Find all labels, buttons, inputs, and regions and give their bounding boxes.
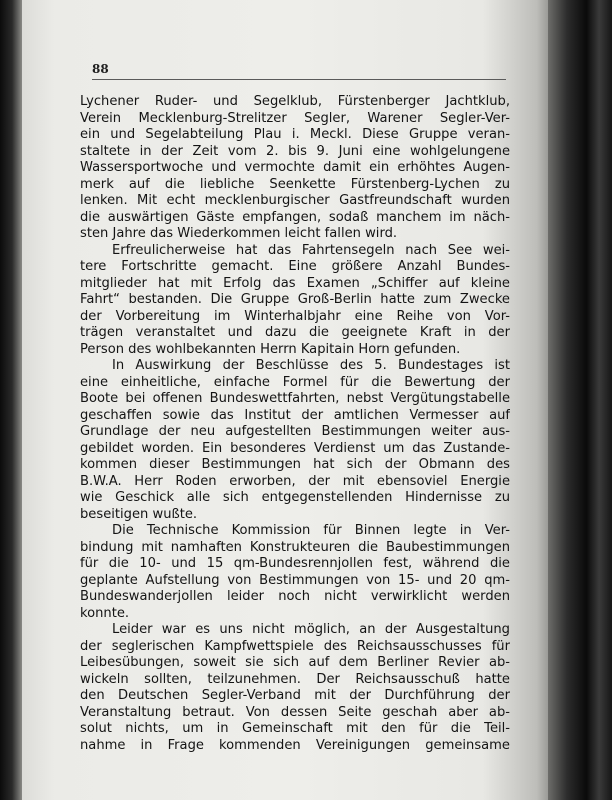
text-line: ein und Segelabteilung Plau i. Meckl. Diese Gruppe veran- [80, 127, 510, 142]
text-line: Boote bei offenen Bundeswettfahrten, nebst Vergütungstabelle [80, 391, 510, 406]
page-header [92, 62, 506, 80]
text-line: geschaffen sowie das Institut der amtlichen Vermesser auf [80, 407, 510, 423]
body-text [80, 94, 510, 754]
text-line: gebildet worden. Ein besonderes Verdienst um das Zustande- [80, 440, 510, 456]
page-number: 88 [92, 62, 109, 76]
text-line: Grundlage der neu aufgestellten Bestimmungen weiter aus- [80, 424, 510, 439]
text-line: Leider war es uns nicht möglich, an der Ausgestaltung [112, 622, 510, 637]
text-line: Veranstaltung betraut. Von dessen Seite geschah aber ab- [80, 704, 510, 720]
text-line: Leibesübungen, soweit sie sich auf dem Berliner Revier ab- [80, 655, 510, 670]
text-line: eine einheitliche, einfache Formel für die Bewertung der [80, 374, 510, 390]
text-line: wickeln sollten, teilzunehmen. Der Reichsausschuß hatte [80, 671, 510, 687]
text-line: lenken. Mit echt mecklenburgischer Gastfreundschaft wurden [80, 193, 510, 208]
text-line: Verein Mecklenburg-Strelitzer Segler, Warener Segler-Ver- [80, 110, 510, 126]
text-line: Fahrt“ bestanden. Die Gruppe Groß-Berlin hatte zum Zwecke [80, 292, 510, 307]
text-line: die auswärtigen Gäste empfangen, sodaß manchem im näch- [80, 209, 510, 225]
header-rule [92, 79, 506, 80]
text-line: Person des wohlbekannten Herrn Kapitain Horn gefunden. [80, 341, 461, 357]
text-line: geplante Aufstellung von Bestimmungen von 15- und 20 qm- [80, 572, 510, 588]
text-line: nahme in Frage kommenden Vereinigungen gemeinsame [80, 737, 510, 753]
book-edge-shadow [548, 0, 612, 800]
text-line: staltete in der Zeit vom 2. bis 9. Juni eine wohlgelungene [80, 143, 510, 159]
book-spine-shadow [0, 0, 22, 800]
text-line: Erfreulicherweise hat das Fahrtensegeln nach See wei- [112, 242, 510, 258]
text-line: bindung mit namhaften Konstrukteuren die Baubestimmungen [80, 539, 510, 555]
text-line: der Vorbereitung im Winterhalbjahr eine Reihe von Vor- [80, 308, 510, 324]
text-line: der seglerischen Kampfwettspiele des Reichsausschusses für [80, 638, 510, 654]
text-line: solut nichts, um in Gemeinschaft mit den für die Teil- [80, 721, 510, 736]
text-line: für die 10- und 15 qm-Bundesrennjollen fest, während die [80, 556, 510, 571]
text-line: trägen veranstaltet und dazu die geeignete Kraft in der [80, 325, 510, 340]
text-line: In Auswirkung der Beschlüsse des 5. Bundestages ist [112, 358, 510, 373]
text-line: Bundeswanderjollen leider noch nicht verwirklicht werden [80, 589, 510, 604]
text-line: konnte. [80, 605, 130, 621]
text-line: tere Fortschritte gemacht. Eine größere Anzahl Bundes- [80, 259, 510, 274]
text-line: kommen dieser Bestimmungen hat sich der Obmann des [80, 457, 510, 472]
text-line: wie Geschick alle sich entgegenstellenden Hindernisse zu [80, 490, 510, 505]
text-line: B.W.A. Herr Roden erworben, der mit ebensoviel Energie [80, 473, 510, 489]
text-line: Wassersportwoche und vermochte damit ein erhöhtes Augen- [80, 160, 510, 175]
text-line: beseitigen wußte. [80, 506, 198, 522]
text-line: Lychener Ruder- und Segelklub, Fürstenberger Jachtklub, [80, 94, 510, 109]
text-line: den Deutschen Segler-Verband mit der Durchführung der [80, 688, 510, 703]
text-line: sten Jahre das Wiederkommen leicht fallen wird. [80, 226, 398, 241]
text-line: mitglieder hat mit Erfolg das Examen „Schiffer auf kleine [80, 275, 510, 291]
text-line: merk auf die liebliche Seenkette Fürstenberg-Lychen zu [80, 176, 510, 192]
text-line: Die Technische Kommission für Binnen legte in Ver- [112, 523, 510, 538]
